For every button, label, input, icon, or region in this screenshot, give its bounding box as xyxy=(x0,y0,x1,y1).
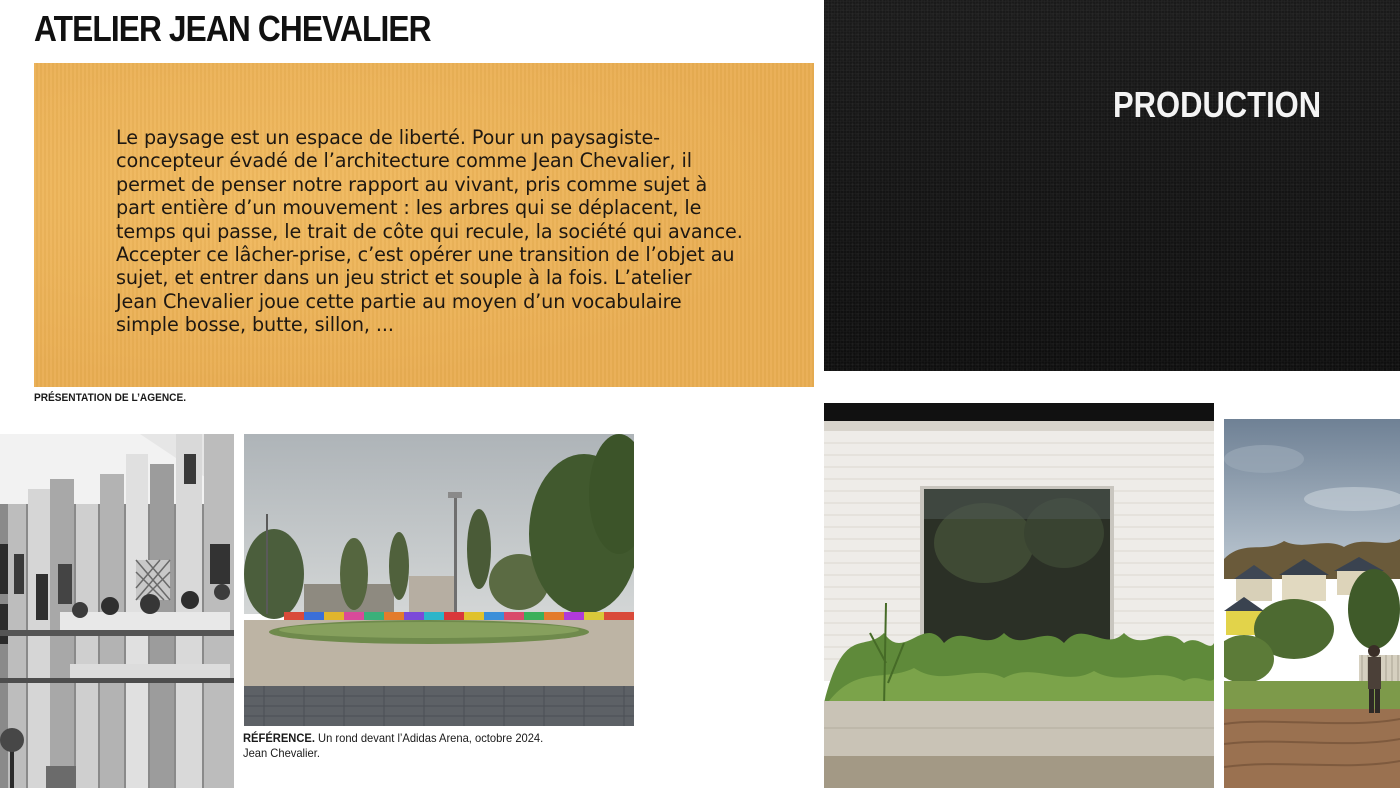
intro-card xyxy=(34,63,814,387)
building-photo xyxy=(0,434,234,788)
house-photo xyxy=(824,403,1214,788)
intro-line: Jean Chevalier joue cette partie au moyen d’un vocabulaire xyxy=(116,289,682,313)
intro-line: simple bosse, butte, sillon, ... xyxy=(116,313,394,337)
agency-caption: PRÉSENTATION DE L’AGENCE. xyxy=(34,392,187,404)
agency-title: ATELIER JEAN CHEVALIER xyxy=(34,8,431,49)
intro-line: Accepter ce lâcher-prise, c’est opérer une transition de l’objet au xyxy=(116,243,735,267)
intro-text xyxy=(116,126,756,337)
reference-credit: Jean Chevalier. xyxy=(243,746,320,760)
intro-line: permet de penser notre rapport au vivant, pris comme sujet à xyxy=(116,172,708,196)
intro-line: temps qui passe, le trait de côte qui recule, la société qui avance. xyxy=(116,219,743,243)
garden-photo xyxy=(1224,419,1400,788)
intro-line: Le paysage est un espace de liberté. Pour un paysagiste- xyxy=(116,126,660,149)
reference-caption xyxy=(243,731,606,761)
intro-line: part entière d’un mouvement : les arbres qui se déplacent, le xyxy=(116,196,702,220)
intro-line: concepteur évadé de l’architecture comme Jean Chevalier, il xyxy=(116,149,693,173)
production-panel xyxy=(824,0,1400,371)
intro-line: sujet, et entrer dans un jeu strict et souple à la fois. L’atelier xyxy=(116,266,692,290)
reference-label: RÉFÉRENCE. xyxy=(243,731,315,745)
reference-text: Un rond devant l’Adidas Arena, octobre 2024. xyxy=(314,731,544,745)
rond-photo xyxy=(244,434,634,726)
production-label: PRODUCTION xyxy=(1113,84,1322,125)
